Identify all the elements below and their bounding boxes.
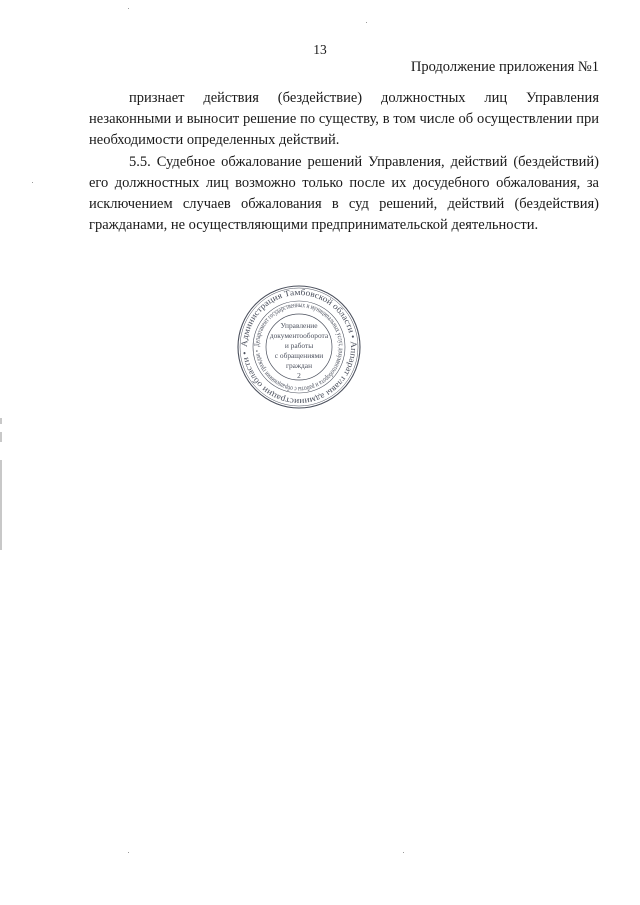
appendix-heading: Продолжение приложения №1 [410,59,599,75]
seal-outer-text: Администрация Тамбовской области • Аппарат главы администрации области • [238,286,360,408]
scan-dot [128,852,129,853]
seal-center-line: документооборота [269,331,329,340]
scan-dot [128,8,129,9]
seal-inner-text: Департамент государственных и муниципальных услуг, документооборота и работы с обращениями граждан • [252,300,346,394]
seal-center-line: граждан [285,361,313,370]
paragraph-continuation: признает действия (бездействие) должностных лиц Управления незаконными и выносит решение по существу, в том числе об осуществлении при необходимости определенных действий. [89,90,599,149]
scan-edge-mark [0,432,2,442]
scan-dot [366,22,367,23]
seal-center-line: с обращениями [274,351,324,360]
official-seal [236,284,362,410]
seal-center-line: и работы [284,341,314,350]
seal-center-line: 2 [297,371,301,380]
page-number: 13 [313,42,327,57]
scan-edge-mark [0,460,2,550]
paragraph-5-5: 5.5. Судебное обжалование решений Управления, действий (бездействий) его должностных лиц возможно только после их досудебного обжалования, за исключением случаев обжалования в суд решений, действий (бездействия) гражданами, не осуществляющими предпринимательской деятельности. [89,153,599,234]
seal-center-line: Управление [280,321,318,330]
scan-dot [32,182,33,183]
document-body [89,88,599,236]
scan-edge-mark [0,418,2,424]
scan-dot [403,852,404,853]
